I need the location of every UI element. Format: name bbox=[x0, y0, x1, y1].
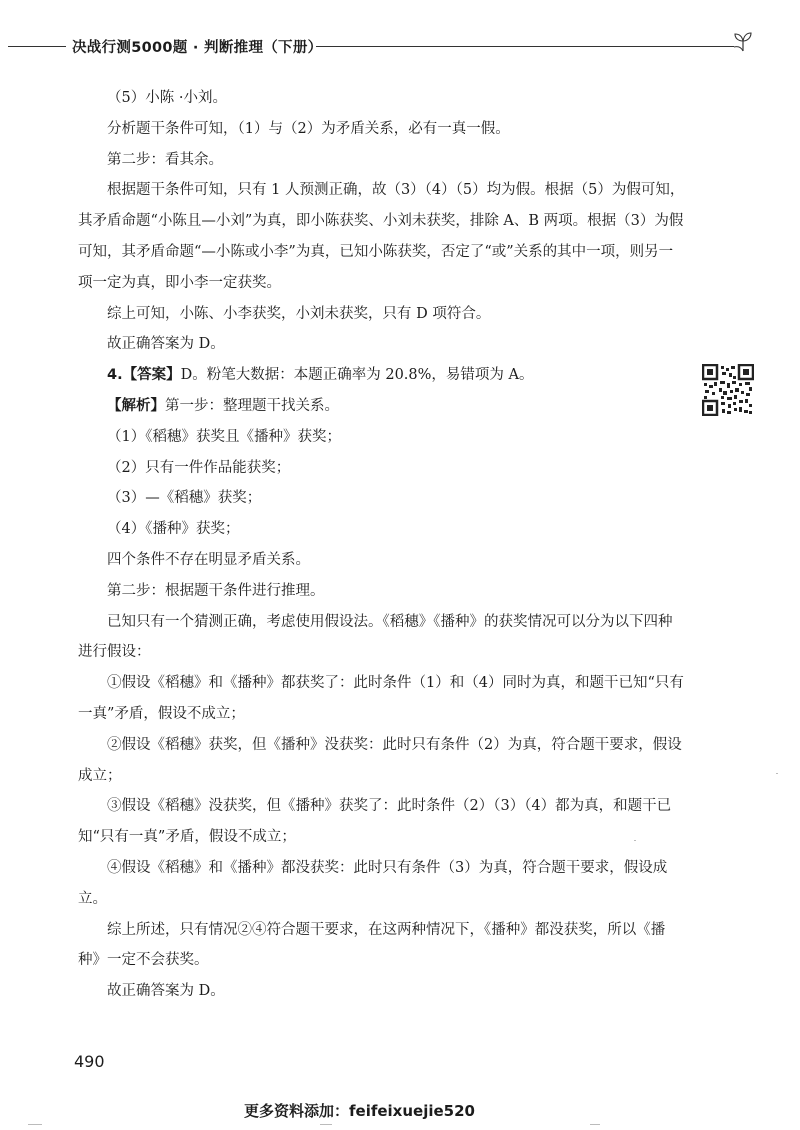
scan-speck bbox=[776, 773, 778, 774]
condition-5: （5）小陈 ·小刘。 bbox=[107, 90, 227, 106]
case-2: ②假设《稻穗》获奖，但《播种》没获奖：此时只有条件（2）为真，符合题干要求，假设成立； bbox=[78, 736, 682, 784]
summary-paragraph: 综上可知，小陈、小李获奖，小刘未获奖，只有 D 项符合。 bbox=[107, 305, 491, 322]
header-rule-right bbox=[316, 46, 734, 47]
case-1: ①假设《稻穗》和《播种》都获奖了：此时条件（1）和（4）同时为真，和题干已知“只有一真”矛盾，假设不成立； bbox=[78, 675, 684, 722]
no-contradiction-note: 四个条件不存在明显矛盾关系。 bbox=[107, 551, 310, 568]
step-2-heading: 第二步：根据题干条件进行推理。 bbox=[107, 582, 325, 599]
conclusion-paragraph: 综上所述，只有情况②④符合题干要求，在这两种情况下，《播种》都没获奖，所以《播种》一定不会获奖。 bbox=[78, 921, 666, 969]
qr-code[interactable] bbox=[702, 364, 754, 416]
running-header bbox=[0, 30, 800, 64]
case-3: ③假设《稻穗》没获奖，但《播种》获奖了：此时条件（2）（3）（4）都为真，和题干已知“只有一真”矛盾，假设不成立； bbox=[78, 798, 672, 846]
page-number: 490 bbox=[74, 1052, 105, 1071]
assumption-intro: 已知只有一个猜测正确，考虑使用假设法。《稻穗》《播种》的获奖情况可以分为以下四种进行假设： bbox=[78, 613, 673, 661]
step-heading: 第二步：看其余。 bbox=[107, 151, 223, 168]
answer-label: 4.【答案】 bbox=[107, 367, 181, 384]
scan-speck bbox=[590, 1124, 600, 1125]
page-content bbox=[78, 83, 686, 1007]
condition-4: （4）《播种》获奖； bbox=[107, 521, 240, 538]
book-title: 决战行测5000题 · 判断推理（下册） bbox=[72, 40, 323, 56]
analysis-label: 【解析】 bbox=[107, 397, 165, 414]
condition-2: （2）只有一件作品能获奖； bbox=[107, 459, 291, 476]
answer-text: D。粉笔大数据：本题正确率为 20.8%，易错项为 A。 bbox=[180, 367, 534, 384]
answer-line: 故正确答案为 D。 bbox=[107, 336, 225, 353]
scan-speck bbox=[634, 840, 636, 841]
case-4: ④假设《稻穗》和《播种》都没获奖：此时只有条件（3）为真，符合题干要求，假设成立。 bbox=[78, 859, 668, 907]
sprout-icon bbox=[732, 30, 754, 52]
scan-speck bbox=[28, 1124, 42, 1125]
final-answer: 故正确答案为 D。 bbox=[107, 983, 225, 1000]
header-rule-left bbox=[8, 46, 66, 47]
footer-contact-note: 更多资料添加：feifeixuejie520 bbox=[244, 1102, 475, 1120]
question-4-answer bbox=[78, 360, 686, 391]
condition-1: （1）《稻穗》获奖且《播种》获奖； bbox=[107, 428, 341, 445]
analysis-contradiction: 分析题干条件可知，（1）与（2）为矛盾关系，必有一真一假。 bbox=[107, 120, 510, 137]
condition-3: （3）—《稻穗》获奖； bbox=[107, 490, 262, 507]
analysis-step-1: 第一步：整理题干找关系。 bbox=[165, 397, 339, 414]
reasoning-paragraph: 根据题干条件可知，只有 1 人预测正确，故（3）（4）（5）均为假。根据（5）为假可知，其矛盾命题“小陈且—小刘”为真，即小陈获奖、小刘未获奖，排除 A、B 两项。根据（3）为假可知，其矛盾命题“—小陈或小李”为真，已知小陈获奖，否定了“或”关系的其中一项，则另一项一定为真，即小李一定获奖。 bbox=[78, 182, 685, 291]
analysis-heading bbox=[78, 391, 686, 422]
scan-speck bbox=[320, 1124, 332, 1125]
